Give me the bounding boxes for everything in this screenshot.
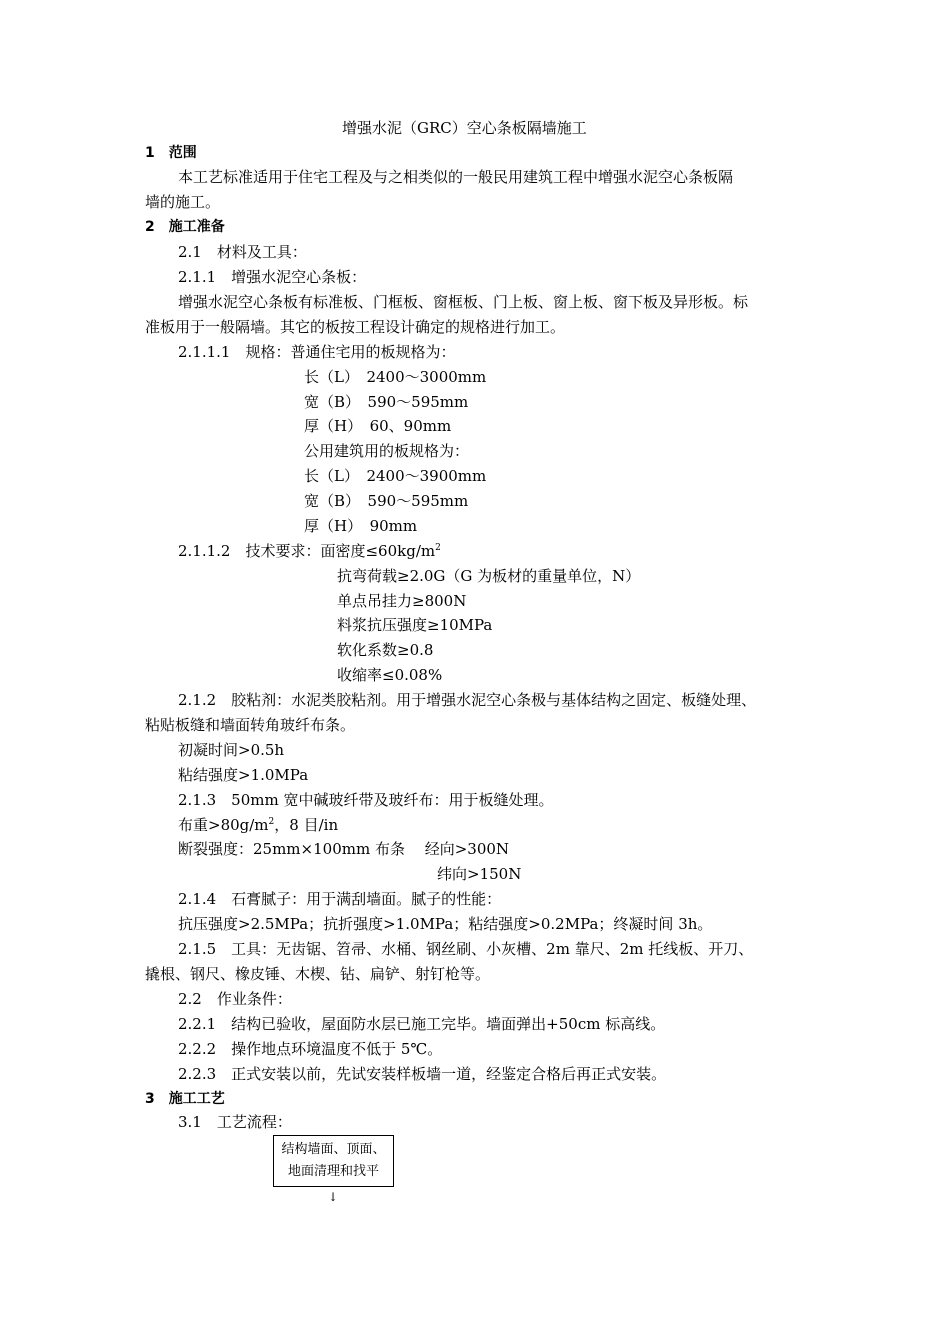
property-line	[178, 815, 338, 835]
clause-2-2-3: 2.2.3 正式安装以前，先试安装样板墙一道，经鉴定合格后再正式安装。	[178, 1065, 667, 1083]
clause-2-1-3: 2.1.3 50mm 宽中碱玻纤带及玻纤布：用于板缝处理。	[178, 791, 554, 809]
spec-line: 厚（H） 90mm	[304, 517, 418, 535]
spec-line: 厚（H） 60、90mm	[304, 417, 452, 435]
clause-2-1: 2.1 材料及工具：	[178, 243, 307, 261]
clause-3-1: 3.1 工艺流程：	[178, 1113, 292, 1131]
property-line: 断裂强度：25mm×100mm 布条 经向>300N	[178, 840, 510, 858]
paragraph-line: 粘贴板缝和墙面转角玻纤布条。	[145, 716, 356, 734]
superscript: 2	[435, 543, 441, 553]
clause-2-2: 2.2 作业条件：	[178, 990, 292, 1008]
spec-line: 宽（B） 590～595mm	[304, 492, 469, 510]
clause-2-1-2: 2.1.2 胶粘剂：水泥类胶粘剂。用于增强水泥空心条极与基体结构之固定、板缝处理、	[178, 691, 757, 709]
tech-line: 单点吊挂力≥800N	[337, 592, 467, 610]
clause-2-2-2: 2.2.2 操作地点环境温度不低于 5℃。	[178, 1040, 443, 1058]
tech-line: 收缩率≤0.08%	[337, 666, 443, 684]
flowchart-box	[273, 1135, 394, 1187]
clause-2-2-1: 2.2.1 结构已验收，屋面防水层已施工完毕。墙面弹出+50cm 标高线。	[178, 1015, 666, 1033]
spec-line: 长（L） 2400～3000mm	[304, 368, 487, 386]
flowchart-box-line: 地面清理和找平	[287, 1164, 379, 1179]
clause-text: 2.1.1.2 技术要求：面密度≤60kg/m	[178, 542, 436, 560]
paragraph-line: 墙的施工。	[145, 193, 221, 211]
property-line: 初凝时间>0.5h	[178, 741, 285, 759]
property-text: 布重>80g/m	[178, 816, 269, 834]
spec-line: 宽（B） 590～595mm	[304, 393, 469, 411]
paragraph-line: 本工艺标准适用于住宅工程及与之相类似的一般民用建筑工程中增强水泥空心条板隔	[178, 168, 734, 186]
section-3-heading: 3 施工工艺	[145, 1091, 225, 1107]
tech-line: 抗弯荷载≥2.0G（G 为板材的重量单位，N）	[337, 567, 641, 585]
clause-2-1-5: 2.1.5 工具：无齿锯、笤帚、水桶、钢丝刷、小灰槽、2m 靠尺、2m 托线板、开刀、	[178, 940, 754, 958]
document-title: 增强水泥（GRC）空心条板隔墙施工	[342, 119, 587, 137]
section-1-heading: 1 范围	[145, 145, 197, 161]
clause-2-1-1-2	[178, 541, 441, 561]
paragraph-line: 准板用于一般隔墙。其它的板按工程设计确定的规格进行加工。	[145, 318, 566, 336]
property-text: ，8 目/in	[274, 816, 339, 834]
clause-2-1-1-1: 2.1.1.1 规格：普通住宅用的板规格为：	[178, 343, 456, 361]
property-line: 抗压强度>2.5MPa；抗折强度>1.0MPa；粘结强度>0.2MPa；终凝时间 3h。	[178, 915, 713, 933]
flowchart-box-line: 结构墙面、顶面、	[281, 1142, 386, 1157]
superscript: 2	[268, 817, 275, 827]
paragraph-line: 撬根、钢尺、橡皮锤、木楔、钻、扁铲、射钉枪等。	[145, 965, 491, 983]
tech-line: 软化系数≥0.8	[337, 641, 434, 659]
property-line: 纬向>150N	[437, 865, 522, 883]
property-line: 粘结强度>1.0MPa	[178, 766, 309, 784]
clause-2-1-4: 2.1.4 石膏腻子：用于满刮墙面。腻子的性能：	[178, 890, 502, 908]
tech-line: 料浆抗压强度≥10MPa	[337, 616, 493, 634]
spec-line: 公用建筑用的板规格为：	[304, 442, 470, 460]
clause-2-1-1: 2.1.1 增强水泥空心条板：	[178, 268, 367, 286]
paragraph-line: 增强水泥空心条板有标准板、门框板、窗框板、门上板、窗上板、窗下板及异形板。标	[178, 293, 749, 311]
down-arrow-icon: ↓	[328, 1190, 339, 1204]
spec-line: 长（L） 2400～3900mm	[304, 467, 487, 485]
section-2-heading: 2 施工准备	[145, 219, 225, 235]
